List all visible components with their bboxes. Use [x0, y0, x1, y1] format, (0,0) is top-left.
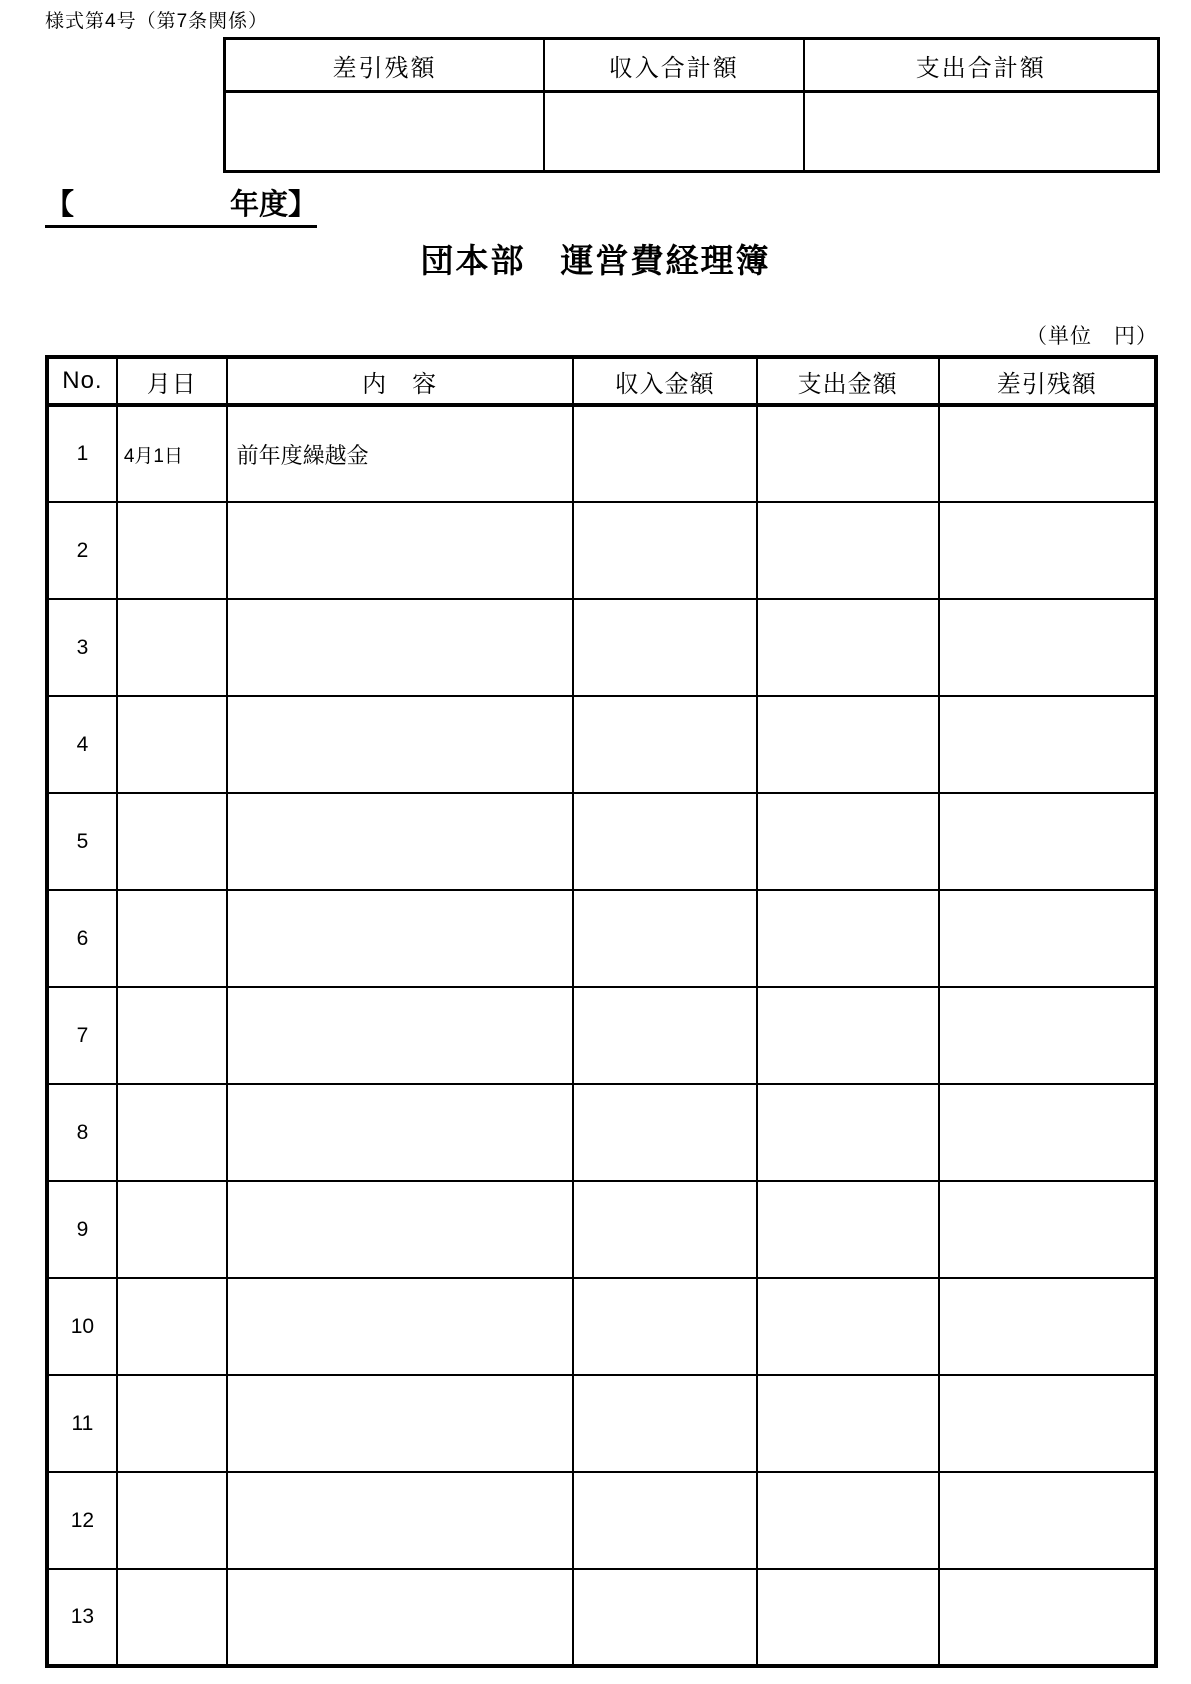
row-number-cell: 6 [47, 890, 117, 987]
row-number-cell: 10 [47, 1278, 117, 1375]
ledger-header-income: 収入金額 [573, 357, 757, 405]
income-cell [573, 1084, 757, 1181]
date-cell [117, 793, 227, 890]
table-row [47, 599, 1156, 696]
table-row [47, 696, 1156, 793]
balance-cell [939, 890, 1156, 987]
ledger-header-balance: 差引残額 [939, 357, 1156, 405]
ledger-body [47, 405, 1156, 1666]
description-cell [227, 1084, 573, 1181]
description-cell [227, 1472, 573, 1569]
table-row [47, 890, 1156, 987]
summary-value-row [225, 92, 1159, 172]
page-title: 団本部 運営費経理簿 [420, 242, 771, 279]
expense-cell [757, 1181, 939, 1278]
date-cell [117, 1472, 227, 1569]
summary-value-total-income [544, 92, 804, 172]
row-number-cell: 3 [47, 599, 117, 696]
expense-cell [757, 502, 939, 599]
table-row [47, 1569, 1156, 1666]
expense-cell [757, 1375, 939, 1472]
summary-value-balance [225, 92, 544, 172]
income-cell [573, 987, 757, 1084]
table-row [47, 1278, 1156, 1375]
row-number-cell: 9 [47, 1181, 117, 1278]
income-cell [573, 793, 757, 890]
date-cell [117, 696, 227, 793]
date-cell [117, 502, 227, 599]
date-cell [117, 1084, 227, 1181]
row-number-cell: 4 [47, 696, 117, 793]
balance-cell [939, 1278, 1156, 1375]
table-row [47, 1375, 1156, 1472]
table-row [47, 1181, 1156, 1278]
balance-cell [939, 1084, 1156, 1181]
date-cell [117, 599, 227, 696]
income-cell [573, 1472, 757, 1569]
row-number-cell: 8 [47, 1084, 117, 1181]
income-cell [573, 1278, 757, 1375]
date-cell [117, 1375, 227, 1472]
balance-cell [939, 793, 1156, 890]
row-number-cell: 13 [47, 1569, 117, 1666]
ledger-table [45, 355, 1158, 1668]
row-number-cell: 1 [47, 405, 117, 502]
balance-cell [939, 987, 1156, 1084]
summary-header-total-income: 収入合計額 [544, 39, 804, 92]
form-number-label: 様式第4号（第7条関係） [45, 11, 269, 32]
row-number-cell: 2 [47, 502, 117, 599]
ledger-header-description: 内 容 [227, 357, 573, 405]
row-number-cell: 12 [47, 1472, 117, 1569]
fiscal-year-line [45, 182, 317, 228]
expense-cell [757, 1472, 939, 1569]
expense-cell [757, 599, 939, 696]
ledger-header-expense: 支出金額 [757, 357, 939, 405]
balance-cell [939, 696, 1156, 793]
unit-note: （単位 円） [1026, 325, 1158, 348]
expense-cell [757, 987, 939, 1084]
income-cell [573, 696, 757, 793]
description-cell [227, 890, 573, 987]
description-cell [227, 1181, 573, 1278]
table-row [47, 987, 1156, 1084]
description-cell [227, 987, 573, 1084]
ledger-header-row [47, 357, 1156, 405]
description-cell [227, 1278, 573, 1375]
income-cell [573, 1375, 757, 1472]
expense-cell [757, 1569, 939, 1666]
balance-cell [939, 502, 1156, 599]
balance-cell [939, 1569, 1156, 1666]
balance-cell [939, 405, 1156, 502]
summary-table [223, 37, 1160, 173]
description-cell [227, 696, 573, 793]
summary-value-total-expense [804, 92, 1159, 172]
income-cell [573, 1181, 757, 1278]
ledger-header-no: No. [47, 357, 117, 405]
date-cell [117, 1181, 227, 1278]
table-row [47, 405, 1156, 502]
expense-cell [757, 1084, 939, 1181]
income-cell [573, 890, 757, 987]
summary-header-balance: 差引残額 [225, 39, 544, 92]
date-cell [117, 1278, 227, 1375]
date-cell [117, 1569, 227, 1666]
description-cell [227, 599, 573, 696]
income-cell [573, 599, 757, 696]
date-cell: 4月1日 [117, 405, 227, 502]
ledger-header-date: 月日 [117, 357, 227, 405]
description-cell: 前年度繰越金 [227, 405, 573, 502]
date-cell [117, 890, 227, 987]
row-number-cell: 5 [47, 793, 117, 890]
balance-cell [939, 1181, 1156, 1278]
description-cell [227, 1569, 573, 1666]
table-row [47, 1472, 1156, 1569]
expense-cell [757, 696, 939, 793]
expense-cell [757, 793, 939, 890]
row-number-cell: 7 [47, 987, 117, 1084]
summary-header-row [225, 39, 1159, 92]
balance-cell [939, 1472, 1156, 1569]
balance-cell [939, 1375, 1156, 1472]
income-cell [573, 502, 757, 599]
description-cell [227, 502, 573, 599]
table-row [47, 1084, 1156, 1181]
year-bracket-open: 【 [45, 189, 75, 221]
description-cell [227, 793, 573, 890]
row-number-cell: 11 [47, 1375, 117, 1472]
year-bracket-close: 年度】 [229, 189, 317, 221]
income-cell [573, 1569, 757, 1666]
expense-cell [757, 890, 939, 987]
table-row [47, 793, 1156, 890]
income-cell [573, 405, 757, 502]
description-cell [227, 1375, 573, 1472]
summary-header-total-expense: 支出合計額 [804, 39, 1159, 92]
table-row [47, 502, 1156, 599]
expense-cell [757, 1278, 939, 1375]
balance-cell [939, 599, 1156, 696]
date-cell [117, 987, 227, 1084]
expense-cell [757, 405, 939, 502]
